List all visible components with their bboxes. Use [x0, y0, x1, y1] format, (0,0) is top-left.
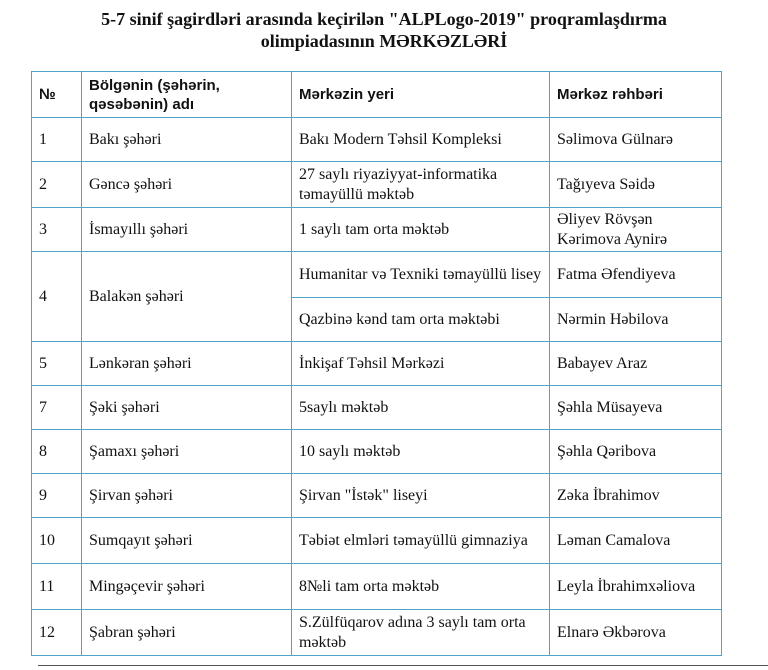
page-bottom-rule	[38, 665, 768, 666]
row-number: 8	[32, 430, 82, 474]
row-location: Humanitar və Texniki təmayüllü lisey	[292, 252, 550, 298]
row-location: 10 saylı məktəb	[292, 430, 550, 474]
row-number: 5	[32, 342, 82, 386]
row-number: 11	[32, 564, 82, 610]
row-region: Gəncə şəhəri	[82, 162, 292, 208]
row-location: 5saylı məktəb	[292, 386, 550, 430]
row-number: 3	[32, 208, 82, 252]
row-head: Zəka İbrahimov	[550, 474, 722, 518]
row-location: Qazbinə kənd tam orta məktəbi	[292, 298, 550, 342]
row-region: İsmayıllı şəhəri	[82, 208, 292, 252]
row-location: Şirvan "İstək" liseyi	[292, 474, 550, 518]
table-row	[32, 208, 722, 252]
row-number: 1	[32, 118, 82, 162]
header-region: Bölgənin (şəhərin, qəsəbənin) adı	[82, 72, 292, 118]
header-location: Mərkəzin yeri	[292, 72, 550, 118]
table-row	[32, 252, 722, 298]
row-head: Fatma Əfendiyeva	[550, 252, 722, 298]
title-line-1: 5-7 sinif şagirdləri arasında keçirilən "ALPLogo-2019" proqramlaşdırma	[101, 9, 667, 29]
row-location: 8№li tam orta məktəb	[292, 564, 550, 610]
row-number: 7	[32, 386, 82, 430]
table-header-row	[32, 72, 722, 118]
row-head: Şəhla Qəribova	[550, 430, 722, 474]
row-head: Əliyev Rövşən Kərimova Aynirə	[550, 208, 722, 252]
row-head: Şəhla Müsayeva	[550, 386, 722, 430]
row-region: Bakı şəhəri	[82, 118, 292, 162]
row-region: Balakən şəhəri	[82, 252, 292, 342]
centers-table	[31, 71, 722, 656]
row-number: 10	[32, 518, 82, 564]
table-row	[32, 342, 722, 386]
row-region: Lənkəran şəhəri	[82, 342, 292, 386]
table-row	[32, 518, 722, 564]
row-head: Elnarə Əkbərova	[550, 610, 722, 656]
row-number: 9	[32, 474, 82, 518]
row-number: 12	[32, 610, 82, 656]
row-location: Bakı Modern Təhsil Kompleksi	[292, 118, 550, 162]
title-line-2: olimpiadasının MƏRKƏZLƏRİ	[260, 31, 508, 51]
row-region: Şirvan şəhəri	[82, 474, 292, 518]
row-head: Leyla İbrahimxəliova	[550, 564, 722, 610]
row-head: Nərmin Həbilova	[550, 298, 722, 342]
row-region: Mingəçevir şəhəri	[82, 564, 292, 610]
row-location: Təbiət elmləri təmayüllü gimnaziya	[292, 518, 550, 564]
row-region: Şabran şəhəri	[82, 610, 292, 656]
document-title	[0, 8, 768, 52]
row-head: Ləman Camalova	[550, 518, 722, 564]
row-region: Sumqayıt şəhəri	[82, 518, 292, 564]
row-location: İnkişaf Təhsil Mərkəzi	[292, 342, 550, 386]
table-row	[32, 386, 722, 430]
row-head: Tağıyeva Səidə	[550, 162, 722, 208]
row-location: S.Zülfüqarov adına 3 saylı tam orta məktəb	[292, 610, 550, 656]
row-head: Səlimova Gülnarə	[550, 118, 722, 162]
table-row	[32, 430, 722, 474]
row-region: Şamaxı şəhəri	[82, 430, 292, 474]
row-location: 27 saylı riyaziyyat-informatika təmayüllü məktəb	[292, 162, 550, 208]
table-row	[32, 474, 722, 518]
table-row	[32, 162, 722, 208]
table-row	[32, 564, 722, 610]
row-region: Şəki şəhəri	[82, 386, 292, 430]
table-row	[32, 118, 722, 162]
row-location: 1 saylı tam orta məktəb	[292, 208, 550, 252]
row-number: 2	[32, 162, 82, 208]
header-head: Mərkəz rəhbəri	[550, 72, 722, 118]
table-row	[32, 610, 722, 656]
row-head: Babayev Araz	[550, 342, 722, 386]
row-number: 4	[32, 252, 82, 342]
header-number: №	[32, 72, 82, 118]
